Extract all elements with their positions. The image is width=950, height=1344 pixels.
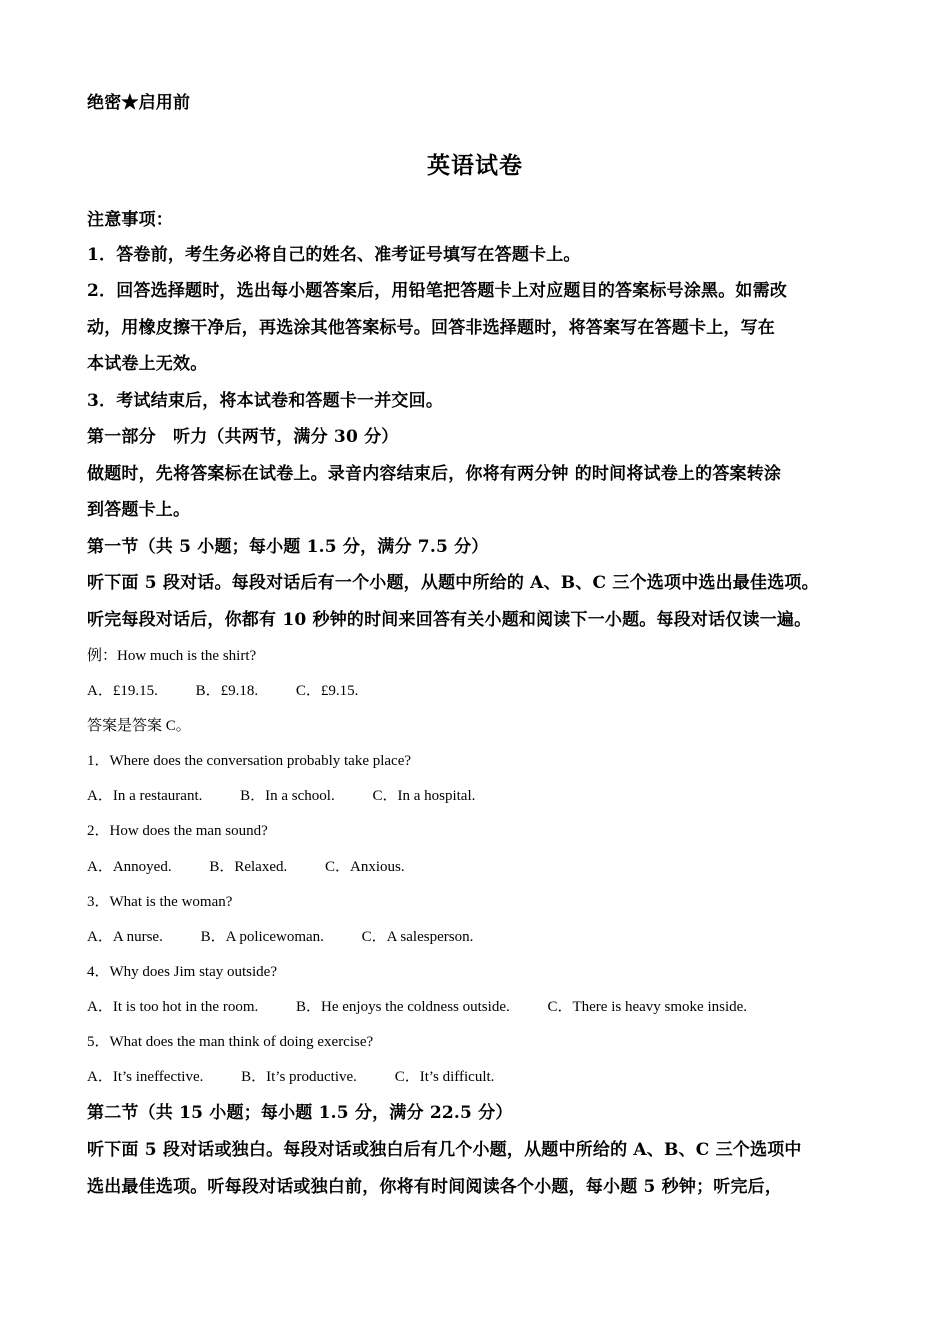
option: A．A nurse. <box>87 929 163 945</box>
part1-heading: 第一部分 听力（共两节，满分 30 分） <box>87 427 399 447</box>
option: B．It’s productive. <box>241 1069 357 1085</box>
section2-heading: 第二节（共 15 小题；每小题 1.5 分，满分 22.5 分） <box>87 1103 513 1123</box>
option: C．Anxious. <box>324 859 405 875</box>
question: 4．Why does Jim stay outside? <box>87 964 277 980</box>
question-options <box>87 784 509 805</box>
option: C．£9.15. <box>295 683 359 699</box>
option: A．It’s ineffective. <box>87 1069 204 1085</box>
part1-intro: 做题时，先将答案标在试卷上。录音内容结束后，你将有两分钟 的时间将试卷上的答案转涂 <box>87 464 782 484</box>
option: B．£9.18. <box>195 683 259 699</box>
section2-intro: 听下面 5 段对话或独白。每段对话或独白后有几个小题，从题中所给的 A、B、C 三个选项中 <box>87 1140 802 1160</box>
option: A．It is too hot in the room. <box>87 999 259 1015</box>
option: A．Annoyed. <box>87 859 172 875</box>
notice-item: 3．考试结束后，将本试卷和答题卡一并交回。 <box>87 391 444 411</box>
option: C．There is heavy smoke inside. <box>547 999 748 1015</box>
example-options <box>87 679 392 700</box>
option: B．A policewoman. <box>200 929 324 945</box>
question-options <box>87 1065 528 1086</box>
notice-item: 本试卷上无效。 <box>87 354 208 374</box>
notice-item: 动，用橡皮擦干净后，再选涂其他答案标号。回答非选择题时，将答案写在答题卡上，写在 <box>87 318 775 338</box>
notice-heading: 注意事项： <box>87 210 173 230</box>
page-title: 英语试卷 <box>427 152 523 179</box>
section1-intro: 听下面 5 段对话。每段对话后有一个小题，从题中所给的 A、B、C 三个选项中选出最佳选项。 <box>87 573 819 593</box>
confidential-label: 绝密★启用前 <box>87 93 191 113</box>
question: 2．How does the man sound? <box>87 823 268 839</box>
example-answer: 答案是答案 C。 <box>87 718 191 734</box>
notice-item: 2．回答选择题时，选出每小题答案后，用铅笔把答题卡上对应题目的答案标号涂黑。如需改 <box>87 281 788 301</box>
question: 1．Where does the conversation probably take place? <box>87 753 412 769</box>
question-options <box>87 995 781 1016</box>
option: B．Relaxed. <box>209 859 288 875</box>
notice-item: 1．答卷前，考生务必将自己的姓名、准考证号填写在答题卡上。 <box>87 245 581 265</box>
question: 5．What does the man think of doing exercise? <box>87 1034 374 1050</box>
question-options <box>87 925 507 946</box>
part1-intro: 到答题卡上。 <box>87 500 191 520</box>
option: C．A salesperson. <box>361 929 474 945</box>
option: C．It’s difficult. <box>394 1069 495 1085</box>
option: A．In a restaurant. <box>87 788 203 804</box>
question: 3．What is the woman? <box>87 894 233 910</box>
option: B．He enjoys the coldness outside. <box>296 999 510 1015</box>
option: A．£19.15. <box>87 683 158 699</box>
option: C．In a hospital. <box>372 788 476 804</box>
section1-intro: 听完每段对话后，你都有 10 秒钟的时间来回答有关小题和阅读下一小题。每段对话仅读一遍。 <box>87 610 812 630</box>
question-options <box>87 855 439 876</box>
section1-heading: 第一节（共 5 小题；每小题 1.5 分，满分 7.5 分） <box>87 537 489 557</box>
section2-intro: 选出最佳选项。听每段对话或独白前，你将有时间阅读各个小题，每小题 5 秒钟；听完后， <box>87 1177 783 1197</box>
option: B．In a school. <box>240 788 335 804</box>
example-question: 例：How much is the shirt? <box>87 648 257 664</box>
